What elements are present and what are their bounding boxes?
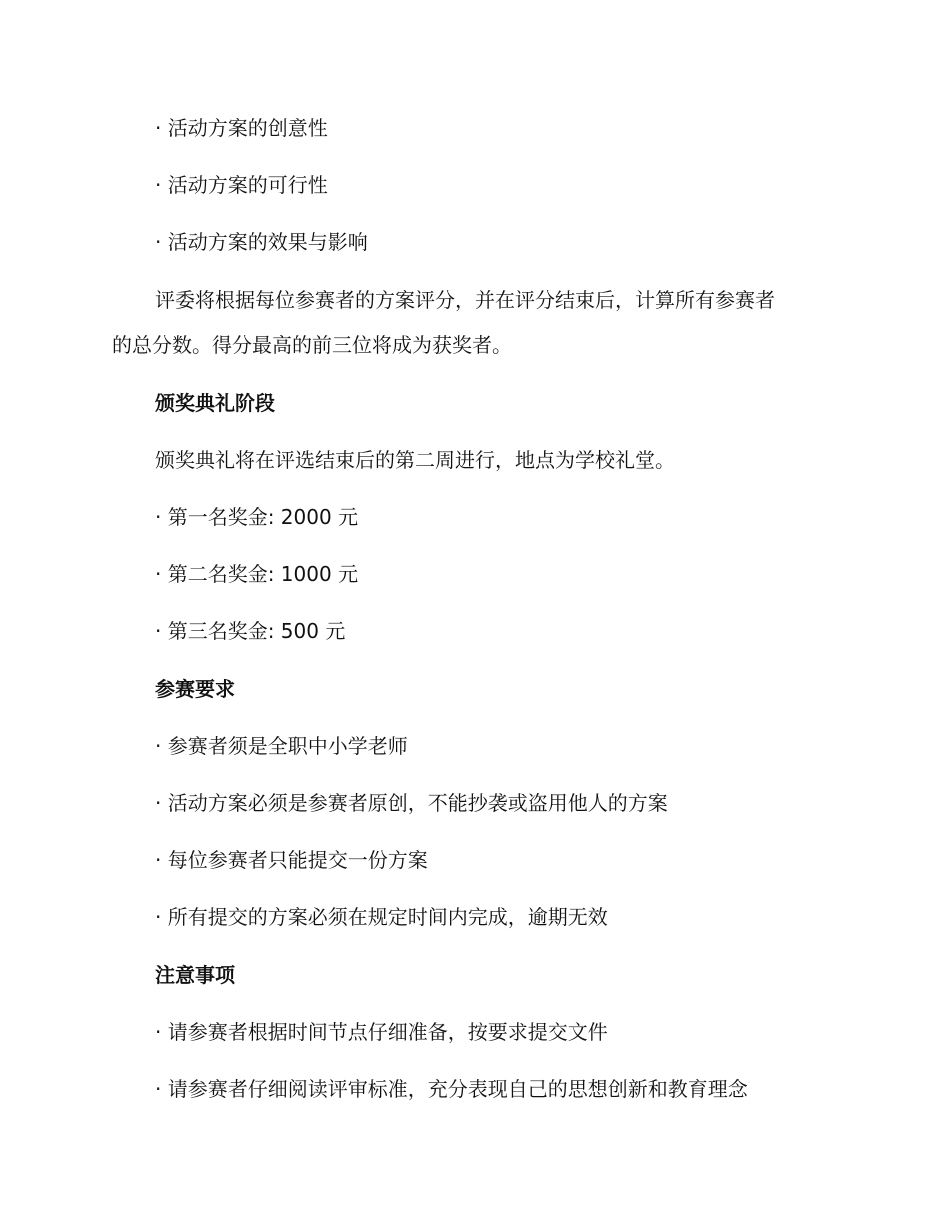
criteria-item-creativity: · 活动方案的创意性: [155, 116, 328, 140]
notes-section-heading: 注意事项: [155, 963, 235, 987]
note-item: · 请参赛者根据时间节点仔细准备，按要求提交文件: [155, 1020, 608, 1044]
judging-paragraph-line-2: 的总分数。得分最高的前三位将成为获奖者。: [112, 333, 512, 357]
criteria-item-feasibility: · 活动方案的可行性: [155, 173, 328, 197]
prize-first: · 第一名奖金: 2000 元: [155, 505, 359, 529]
requirement-item: · 每位参赛者只能提交一份方案: [155, 848, 428, 872]
note-item: · 请参赛者仔细阅读评审标准，充分表现自己的思想创新和教育理念: [155, 1077, 748, 1101]
requirement-item: · 所有提交的方案必须在规定时间内完成，逾期无效: [155, 905, 608, 929]
prize-third: · 第三名奖金: 500 元: [155, 619, 346, 643]
prize-second: · 第二名奖金: 1000 元: [155, 562, 359, 586]
criteria-item-impact: · 活动方案的效果与影响: [155, 230, 368, 254]
judging-paragraph-line-1: 评委将根据每位参赛者的方案评分，并在评分结束后，计算所有参赛者: [155, 288, 775, 312]
requirement-item: · 参赛者须是全职中小学老师: [155, 734, 408, 758]
requirement-item: · 活动方案必须是参赛者原创，不能抄袭或盗用他人的方案: [155, 791, 668, 815]
award-section-heading: 颁奖典礼阶段: [155, 391, 275, 415]
award-section-intro: 颁奖典礼将在评选结束后的第二周进行，地点为学校礼堂。: [155, 448, 675, 472]
requirements-section-heading: 参赛要求: [155, 677, 235, 701]
